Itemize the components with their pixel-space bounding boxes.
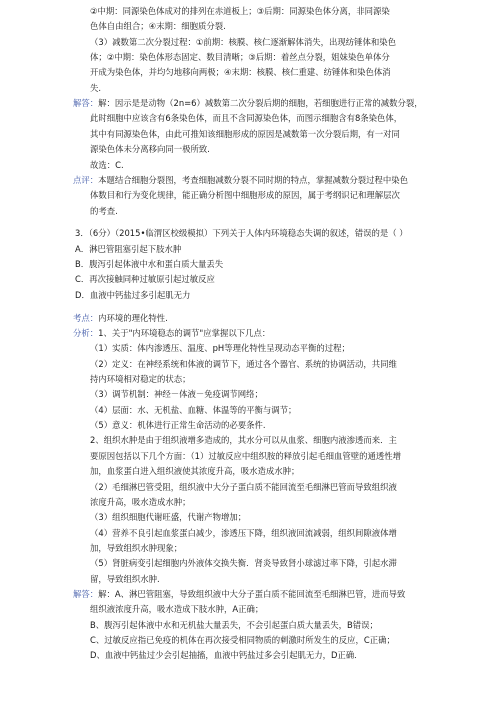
text-line [90,81,101,96]
section-label: 解答： [73,588,99,599]
line-text: 此时细胞中应该含有6条染色体，而且不含同源染色体，而图示细胞含有8条染色体， [90,113,403,124]
text-line [73,587,405,602]
line-text: 解：因示是是动物（2n=6）减数第二次分裂后期的细胞，若细胞进行正常的减数分裂， [98,98,423,109]
text-line [90,464,299,479]
line-text: A．淋巴管阻塞引起下肢水肿 [75,243,182,254]
text-line [90,510,246,525]
line-text: 故选：C. [90,159,124,170]
text-line [90,372,191,387]
section-label: 解答： [73,98,99,109]
text-line [75,257,223,272]
line-text: 本题结合细胞分裂图，考查细胞减数分裂不同时期的特点，掌握减数分裂过程中染色 [98,174,408,185]
line-text: 的考查. [90,205,118,216]
line-text: （3）组织细胞代谢旺盛，代谢产物增加； [90,512,247,523]
line-text: 留，导致组织水肿. [90,573,160,584]
line-text: 体；②中期：染色体形态固定、数目清晰；③后期：着丝点分裂，姐妹染色单体分 [90,52,390,63]
line-text: 解：A、淋巴管阻塞，导致组织液中大分子蛋白质不能回流至毛细淋巴管，进而导致 [98,588,406,599]
line-text: ②中期：同源染色体成对的排列在赤道板上；③后期：同源染色体分离，非同源染 [90,6,390,16]
text-line [90,648,363,663]
line-text: （4）营养不良引起血浆蛋白减少，渗透压下降，组织液回流减弱，组织间隙液体增 [90,527,397,538]
line-text: 开成为染色体，并均匀地移向两极；④末期：核膜、核仁重建、纺锤体和染色体消 [90,67,391,78]
text-line [90,142,210,157]
line-text: （5）肾脏病变引起细胞内外液体交换失衡．肾炎导致肾小球滤过率下降，引起水滞 [90,558,397,569]
line-text: （3）减数第二次分裂过程：①前期：核膜、核仁逐渐解体消失，出现纺锤体和染色 [90,36,396,47]
text-line [90,541,182,556]
text-line [73,173,408,188]
text-line [90,4,390,19]
line-text: 组织液浓度升高，吸水造成下肢水肿，A正确； [90,604,264,615]
line-text: （4）层面：水、无机盐、血糖、体温等的平衡与调节； [90,404,297,415]
section-label: 考点： [73,312,99,323]
line-text: 3．（6分）（2015•临渭区校级模拟）下列关于人体内环境稳态失调的叙述，错误的是（ ） [75,228,408,239]
line-text: （3）调节机制：神经－体液－免疫调节网络； [90,389,263,400]
text-line [90,50,390,65]
text-line [90,618,378,633]
line-text: 加，血浆蛋白进入组织液使其浓度升高，吸水造成水肿； [90,466,300,477]
text-line [90,449,401,464]
text-line [75,288,190,303]
text-line [90,556,397,571]
text-line [90,188,400,203]
line-text: 1、关于"内环境稳态的调节"应掌握以下几点： [98,328,271,338]
section-label: 分析： [73,328,99,338]
text-line [73,326,270,341]
line-text: （2）毛细淋巴管受阻，组织液中大分子蛋白质不能回流至毛细淋巴管而导致组织液 [90,481,397,492]
text-line [90,495,191,510]
text-line [90,65,391,80]
text-line [73,311,168,326]
text-line [90,19,226,34]
line-text: D、血液中钙盐过少会引起抽搐，血液中钙盐过多会引起肌无力，D正确． [90,650,363,661]
line-text: 内环境的理化特性. [98,312,168,323]
text-line [90,127,400,142]
text-line [90,403,296,418]
line-text: 色体自由组合；④末期：细胞质分裂. [90,21,226,32]
section-label: 点评： [73,174,99,185]
text-line [90,633,395,648]
line-text: 2、组织水肿是由于组织液增多造成的，其水分可以从血浆、细胞内液渗透而来．主 [90,435,397,446]
text-line [75,242,181,257]
line-text: 浓度升高，吸水造成水肿； [90,496,191,507]
text-line [90,526,397,541]
text-line [90,418,266,433]
line-text: B、腹泻引起体液中水和无机盐大量丢失，不会引起蛋白质大量丢失，B错误； [90,619,378,630]
line-text: B．腹泻引起体液中水和蛋白质大量丢失 [75,259,224,270]
text-line [90,433,397,448]
text-line [90,602,263,617]
line-text: 要原因包括以下几个方面：（1）过敏反应中组织胺的释放引起毛细血管壁的通透性增 [90,450,402,461]
line-text: （5）意义：机体进行正常生命活动的必要条件. [90,420,266,431]
text-line [90,357,397,372]
line-text: C、过敏反应指已免疫的机体在再次接受相同物质的刺激时所发生的反应，C正确； [90,635,395,645]
text-line [90,204,118,219]
text-line [73,96,423,111]
text-line [90,35,396,50]
line-text: （2）定义：在神经系统和体液的调节下，通过各个器官、系统的协调活动，共同维 [90,358,397,369]
text-line [75,272,215,287]
line-text: 加，导致组织水肿现象； [90,542,183,553]
line-text: 源染色体未分离移向同一极所致. [90,144,210,155]
text-line [90,341,350,356]
text-line [90,387,263,402]
line-text: 失. [90,82,102,93]
text-line [90,158,124,173]
line-text: 体数目和行为变化规律，能正确分析图中细胞形成的原因，属于考纲识记和理解层次 [90,190,400,201]
line-text: （1）实质：体内渗透压、温度、pH等理化特性呈现动态平衡的过程； [90,343,350,354]
text-line [75,226,408,241]
text-line [90,111,402,126]
text-line [90,480,397,495]
text-line [90,572,160,587]
line-text: 其中有同源染色体，由此可推知该细胞形成的原因是减数第一次分裂后期，有一对同 [90,128,400,139]
line-text: D．血液中钙盐过多引起肌无力 [75,289,191,300]
line-text: C．再次接触同种过敏原引起过敏反应 [75,274,215,285]
line-text: 持内环境相对稳定的状态； [90,374,191,385]
